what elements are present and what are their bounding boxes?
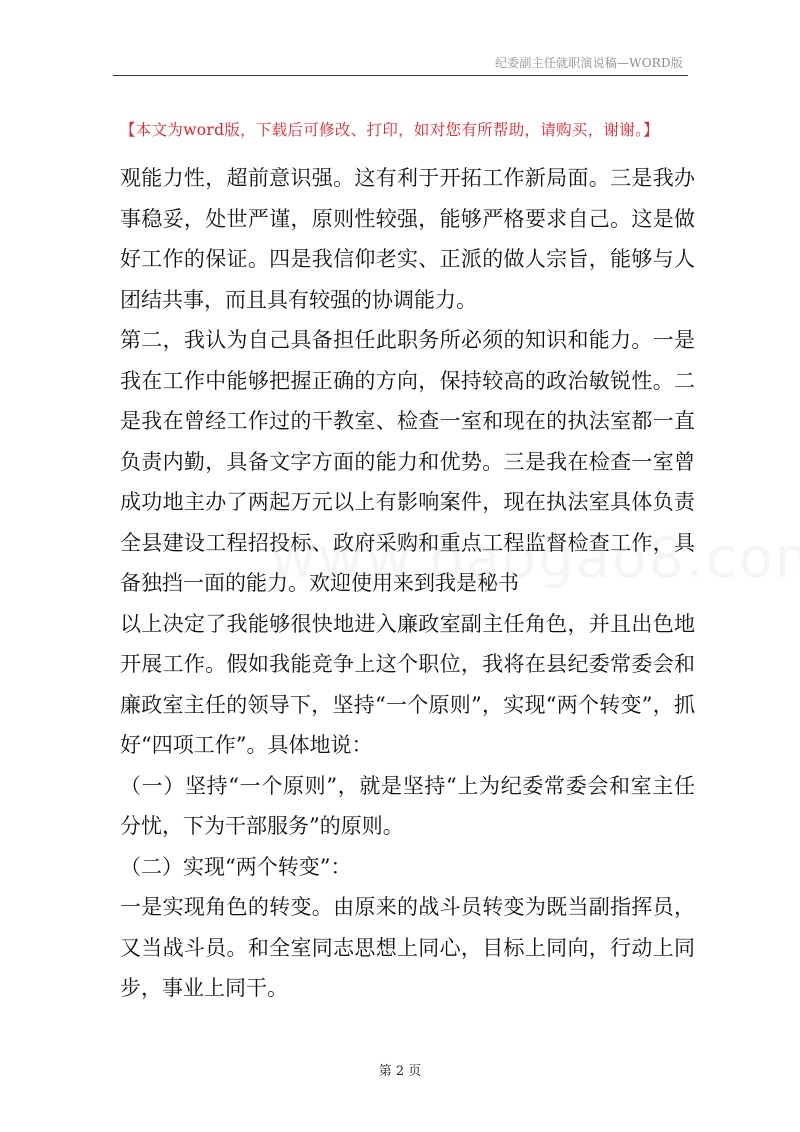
paragraph: 一是实现角色的转变。由原来的战斗员转变为既当副指挥员，又当战斗员。和全室同志思想上同心，目标上同向，行动上同步，事业上同干。 bbox=[120, 895, 695, 1000]
download-notice: 【本文为word版，下载后可修改、打印，如对您有所帮助，请购买，谢谢。】 bbox=[120, 121, 659, 139]
body-text bbox=[120, 158, 695, 1009]
paragraph: 观能力性，超前意识强。这有利于开拓工作新局面。三是我办事稳妥，处世严谨，原则性较强，能够严格要求自己。这是做好工作的保证。四是我信仰老实、正派的做人宗旨，能够与人团结共事，而且具有较强的协调能力。 bbox=[120, 166, 695, 312]
paragraph: （二）实现“两个转变”： bbox=[120, 854, 352, 879]
header-divider bbox=[113, 75, 688, 76]
page-number: 第 2 页 bbox=[378, 1064, 422, 1079]
paragraph: （一）坚持“一个原则”，就是坚持“上为纪委常委会和室主任分忧，下为干部服务”的原则。 bbox=[120, 773, 695, 838]
paragraph: 以上决定了我能够很快地进入廉政室副主任角色，并且出色地开展工作。假如我能竞争上这个职位，我将在县纪委常委会和廉政室主任的领导下，坚持“一个原则”，实现“两个转变”，抓好“四项工作”。具体地说： bbox=[120, 611, 695, 757]
running-header-title: 纪委副主任就职演说稿—WORD版 bbox=[494, 56, 683, 70]
paragraph: 第二，我认为自己具备担任此职务所必须的知识和能力。一是我在工作中能够把握正确的方向，保持较高的政治敏锐性。二是我在曾经工作过的干教室、检查一室和现在的执法室都一直负责内勤，具备文字方面的能力和优势。三是我在检查一室曾成功地主办了两起万元以上有影响案件，现在执法室具体负责全县建设工程招投标、政府采购和重点工程监督检查工作，具备独挡一面的能力。欢迎使用来到我是秘书 bbox=[120, 328, 695, 595]
